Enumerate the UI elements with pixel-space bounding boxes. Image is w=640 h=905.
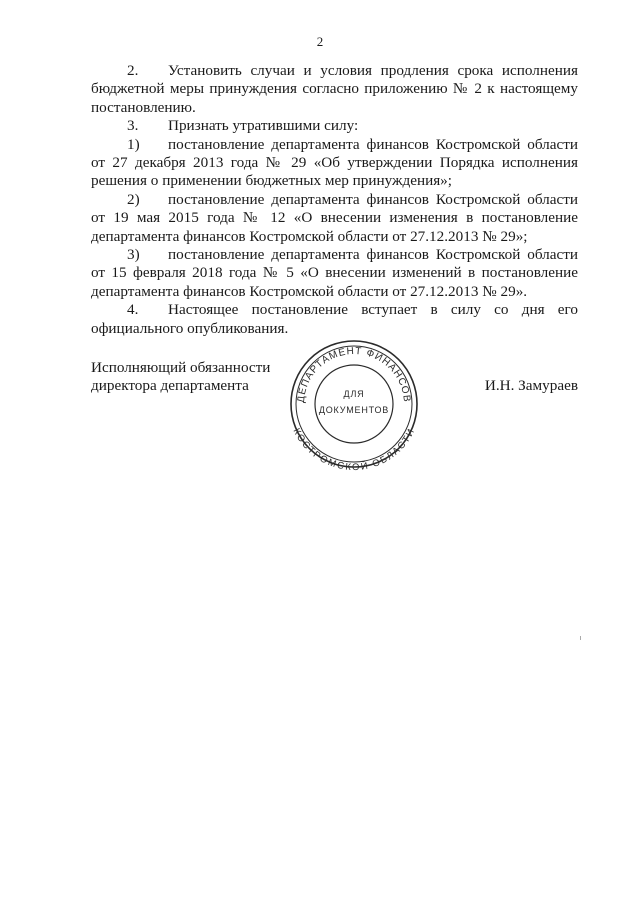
stamp-top-text: ДЕПАРТАМЕНТ ФИНАНСОВ (295, 345, 413, 404)
position-line-2: директора департамента (91, 377, 249, 395)
stamp-center-line-1: ДЛЯ (343, 389, 365, 399)
subitem-number: 2) (127, 190, 140, 208)
subitem-2 (91, 191, 578, 246)
paragraph-number: 3. (127, 117, 139, 135)
paragraph-number: 2. (127, 62, 139, 79)
stamp-center-line-2: ДОКУМЕНТОВ (318, 405, 390, 415)
page-number: 2 (316, 34, 324, 49)
paragraph-number: 4. (127, 301, 139, 319)
stamp-inner-ring (315, 365, 393, 443)
paragraph-item-4 (91, 301, 578, 338)
subitem-number: 1) (127, 135, 140, 153)
subitem-1 (91, 136, 578, 191)
paragraph-text: Признать утратившими силу: (168, 117, 359, 135)
paragraph-text: Установить случаи и условия продления срока исполнения бюджетной меры принуждения согласно приложению № 2 к настоящему постановлению. (91, 62, 578, 116)
paragraph-item-3 (91, 117, 578, 135)
paragraph-text: Настоящее постановление вступает в силу со дня его официального опубликования. (91, 301, 578, 337)
position-line-1: Исполняющий обязанности (91, 359, 271, 376)
subitem-3 (91, 246, 578, 301)
document-body (91, 62, 578, 338)
subitem-text: постановление департамента финансов Костромской области от 15 февраля 2018 года № 5 «О внесении изменений в постановление департамента финансов Костромской области от 27.12.2013 № 29». (91, 246, 578, 300)
stamp-bottom-text: КОСТРОМСКОЙ ОБЛАСТИ (290, 426, 418, 471)
signature-block (91, 345, 578, 471)
subitem-text: постановление департамента финансов Костромской области от 27 декабря 2013 года № 29 «Об утверждении Порядка исполнения решения о применении бюджетных мер принуждения»; (91, 135, 578, 190)
scan-mark (580, 636, 581, 640)
signer-position (91, 359, 291, 396)
subitem-text: постановление департамента финансов Костромской области от 19 мая 2015 года № 12 «О внесении изменения в постановление департамента финансов Костромской области от 27.12.2013 № 29»; (91, 190, 578, 245)
subitem-number: 3) (127, 246, 140, 264)
signer-name: И.Н. Замураев (484, 377, 578, 394)
paragraph-item-2 (91, 62, 578, 117)
official-stamp (287, 337, 421, 471)
